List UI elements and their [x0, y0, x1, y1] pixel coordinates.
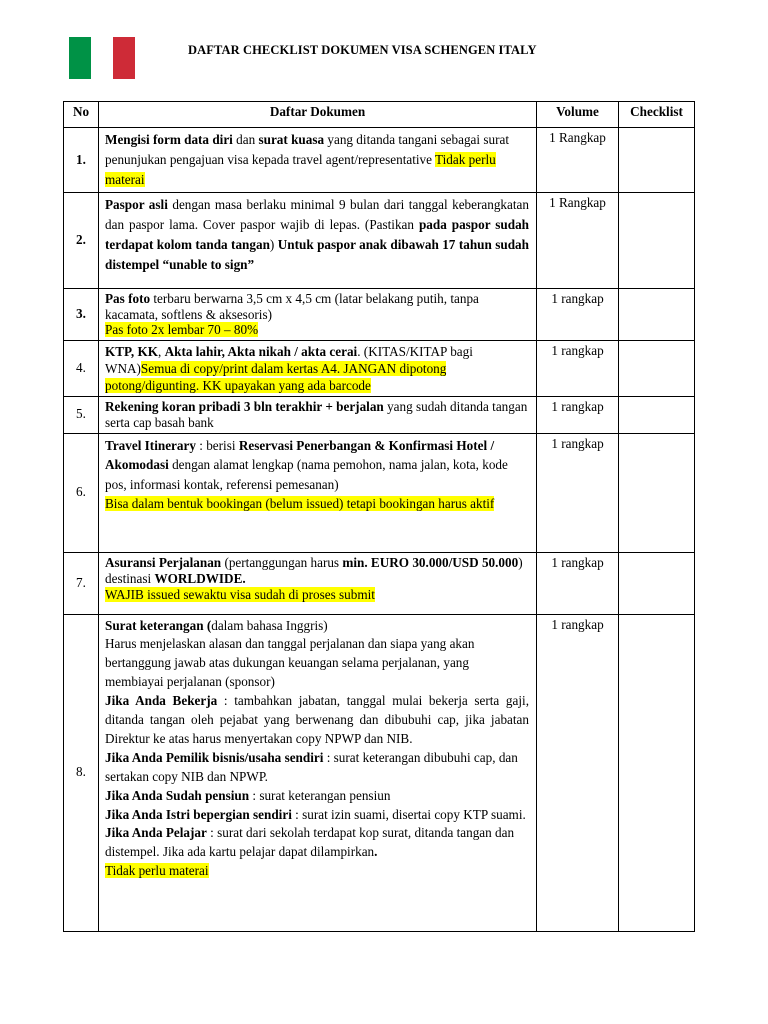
row-number: 6. — [64, 433, 99, 552]
doc-highlight: Semua di copy/print dalam kertas A4. JANGAN dipotong potong/digunting. KK upayakan yang ada barcode — [105, 360, 447, 393]
doc-text: KTP, KK — [105, 343, 159, 359]
doc-text: dengan alamat lengkap (nama pemohon, nama jalan, kota, kode pos, informasi kontak, referensi pemesanan) — [105, 457, 508, 492]
doc-text: (pertanggungan harus — [221, 554, 343, 570]
row-number: 3. — [64, 289, 99, 341]
doc-text: Jika Anda Sudah pensiun — [105, 787, 250, 803]
row-checklist-cell[interactable] — [619, 289, 695, 341]
row-checklist-cell[interactable] — [619, 552, 695, 614]
row-document — [99, 552, 537, 614]
row-number: 2. — [64, 193, 99, 289]
row-volume: 1 rangkap — [537, 340, 619, 396]
row-volume: 1 rangkap — [537, 433, 619, 552]
doc-text: Mengisi form data diri — [105, 132, 233, 147]
doc-text: dengan masa berlaku minimal 9 bulan dari tanggal keberangkatan dan paspor lama. Cover paspor wajib di lepas. (Pastikan — [105, 197, 529, 232]
flag-green-stripe — [69, 37, 91, 79]
doc-text: Reservasi Penerbangan & Konfirmasi Hotel / Akomodasi — [105, 437, 495, 472]
doc-highlight: Tidak perlu materai — [105, 152, 496, 187]
doc-text: pada paspor sudah terdapat kolom tanda tangan — [105, 217, 530, 252]
header-volume: Volume — [537, 102, 619, 128]
row-volume: 1 rangkap — [537, 614, 619, 931]
doc-text: Harus menjelaskan alasan dan tanggal perjalanan dan siapa yang akan bertanggung jawab atas dukungan keuangan selama perjalanan, yang membiayai perjalanan (sponsor) — [105, 636, 475, 690]
row-checklist-cell[interactable] — [619, 614, 695, 931]
row-volume: 1 rangkap — [537, 552, 619, 614]
row-volume: 1 rangkap — [537, 289, 619, 341]
doc-text: Travel Itinerary — [105, 437, 196, 453]
italy-flag-icon — [69, 37, 135, 79]
doc-text: . — [374, 844, 378, 860]
row-volume: 1 rangkap — [537, 396, 619, 433]
doc-highlight: Tidak perlu materai — [105, 863, 209, 879]
row-checklist-cell[interactable] — [619, 193, 695, 289]
row-document — [99, 340, 537, 396]
doc-text: yang sudah ditanda tangan serta cap basah bank — [105, 398, 528, 430]
table-row — [64, 433, 695, 552]
doc-text: min. EURO 30.000/USD 50.000 — [342, 554, 519, 570]
doc-text: : surat dari sekolah terdapat kop surat, ditanda tangan dan distempel. Jika ada kartu pelajar dapat dilampirkan — [105, 825, 515, 860]
row-number: 4. — [64, 340, 99, 396]
doc-text: Pas foto — [105, 291, 151, 306]
doc-text: ) — [269, 237, 278, 252]
doc-highlight: WAJIB issued sewaktu visa sudah di proses submit — [105, 586, 375, 602]
header-checklist: Checklist — [619, 102, 695, 128]
table-row — [64, 193, 695, 289]
doc-text: Paspor asli — [105, 197, 168, 212]
doc-text: Jika Anda Bekerja — [105, 693, 218, 709]
doc-text: yang ditanda tangani sebagai surat penunjukan pengajuan visa kepada travel agent/representative — [105, 132, 510, 167]
checklist-table — [63, 101, 695, 932]
page-title: DAFTAR CHECKLIST DOKUMEN VISA SCHENGEN ITALY — [188, 43, 537, 57]
table-header-row — [64, 102, 695, 128]
doc-text: ) destinasi — [105, 554, 523, 586]
row-number: 5. — [64, 396, 99, 433]
doc-text: : surat keterangan dibubuhi cap, dan sertakan copy NIB dan NPWP. — [105, 749, 518, 784]
header-no: No — [64, 102, 99, 128]
header-doc: Daftar Dokumen — [99, 102, 537, 128]
doc-text: Surat keterangan ( — [105, 617, 212, 633]
table-row — [64, 340, 695, 396]
doc-text: : tambahkan jabatan, tanggal mulai bekerja serta gaji, ditanda tangan oleh pejabat yang berwenang dan dibubuhi cap, jika jabatan Direktur ke atas harus menyertakan copy NPWP dan NIB. — [105, 693, 529, 746]
doc-text: Asuransi Perjalanan — [105, 554, 222, 570]
doc-text: Akta lahir, Akta nikah / akta cerai — [164, 343, 358, 359]
table-row — [64, 289, 695, 341]
flag-red-stripe — [113, 37, 135, 79]
doc-text: dan — [232, 132, 259, 147]
row-checklist-cell[interactable] — [619, 128, 695, 193]
table-row — [64, 614, 695, 931]
row-volume: 1 Rangkap — [537, 193, 619, 289]
doc-text: dalam bahasa Inggris) — [211, 617, 328, 633]
row-number: 8. — [64, 614, 99, 931]
doc-text: Jika Anda Istri bepergian sendiri — [105, 806, 292, 822]
row-document — [99, 396, 537, 433]
doc-text: , — [158, 343, 165, 359]
row-document — [99, 433, 537, 552]
row-volume: 1 Rangkap — [537, 128, 619, 193]
doc-highlight: Pas foto 2x lembar 70 – 80% — [105, 322, 259, 337]
flag-white-stripe — [91, 37, 113, 79]
row-number: 1. — [64, 128, 99, 193]
row-document — [99, 128, 537, 193]
doc-text: Untuk paspor anak dibawah 17 tahun sudah distempel “unable to sign” — [105, 237, 529, 272]
row-document — [99, 614, 537, 931]
row-document — [99, 289, 537, 341]
doc-text: Jika Anda Pemilik bisnis/usaha sendiri — [105, 749, 324, 765]
doc-text: Jika Anda Pelajar — [105, 825, 207, 841]
row-checklist-cell[interactable] — [619, 396, 695, 433]
doc-text: : berisi — [195, 437, 239, 453]
row-document — [99, 193, 537, 289]
row-number: 7. — [64, 552, 99, 614]
doc-highlight: Bisa dalam bentuk bookingan (belum issued) tetapi bookingan harus aktif — [105, 496, 495, 511]
doc-text: surat kuasa — [258, 132, 325, 147]
row-checklist-cell[interactable] — [619, 340, 695, 396]
doc-text: : surat izin suami, disertai copy KTP suami. — [291, 806, 526, 822]
doc-text: Rekening koran pribadi 3 bln terakhir + berjalan — [105, 398, 384, 414]
doc-text: : surat keterangan pensiun — [249, 787, 391, 803]
doc-text: . (KITAS/KITAP bagi WNA) — [105, 343, 473, 376]
doc-text: WORLDWIDE. — [154, 570, 246, 586]
table-row — [64, 396, 695, 433]
row-checklist-cell[interactable] — [619, 433, 695, 552]
table-row — [64, 128, 695, 193]
doc-text: terbaru berwarna 3,5 cm x 4,5 cm (latar belakang putih, tanpa kacamata, softlens & aksesoris) — [105, 291, 479, 322]
table-row — [64, 552, 695, 614]
